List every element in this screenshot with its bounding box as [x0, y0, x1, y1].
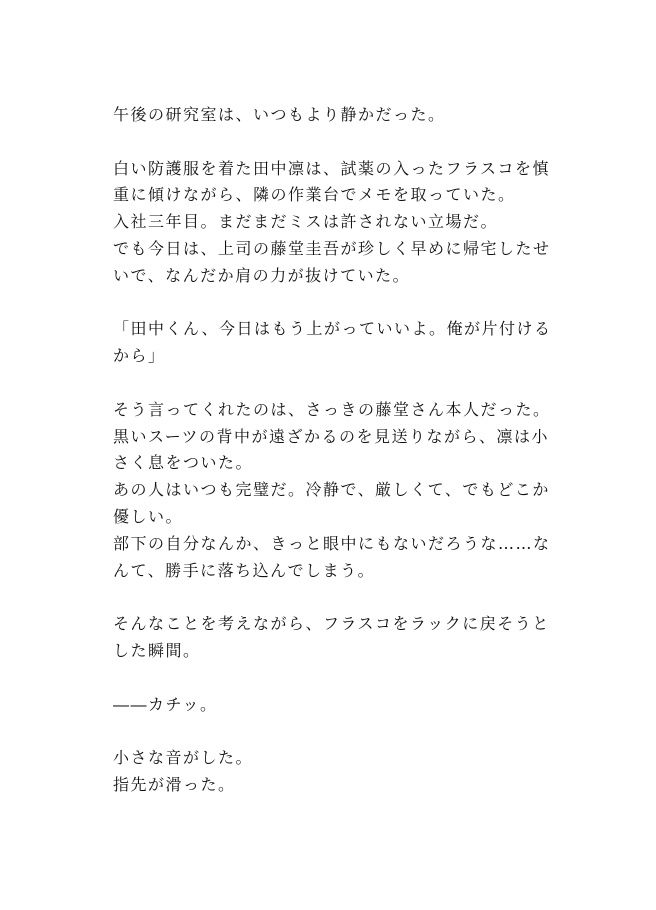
- blank-line: [113, 129, 553, 156]
- text-line: でも今日は、上司の藤堂圭吾が珍しく早めに帰宅したせ: [113, 238, 551, 258]
- text-line: そんなことを考えながら、フラスコをラックに戻そうと: [113, 614, 550, 634]
- blank-line: [113, 290, 553, 317]
- text-line: から」: [113, 346, 166, 366]
- text-line: 「田中くん、今日はもう上がっていいよ。俺が片付ける: [113, 319, 552, 339]
- text-line: 午後の研究室は、いつもより静かだった。: [113, 105, 446, 124]
- blank-line: [113, 370, 553, 397]
- blank-line: [113, 584, 553, 611]
- blank-line: [113, 665, 553, 692]
- text-line: んて、勝手に落ち込んでしまう。: [113, 560, 376, 580]
- text-line: いで、なんだか肩の力が抜けていた。: [113, 265, 411, 285]
- text-line: 指先が滑った。: [113, 774, 236, 794]
- text-line: さく息をついた。: [113, 453, 254, 473]
- blank-line: [113, 718, 553, 745]
- text-line: 重に傾けながら、隣の作業台でメモを取っていた。: [113, 185, 516, 205]
- text-line: 入社三年目。まだまだミスは許されない立場だ。: [113, 212, 499, 232]
- text-line: 白い防護服を着た田中凛は、試薬の入ったフラスコを慎: [113, 158, 551, 178]
- text-line: 小さな音がした。: [113, 748, 254, 768]
- text-line: 黒いスーツの背中が遠ざかるのを見送りながら、凛は小: [113, 426, 550, 446]
- text-line: 優しい。: [113, 506, 184, 526]
- story-text: [113, 102, 553, 799]
- text-line: そう言ってくれたのは、さっきの藤堂さん本人だった。: [113, 399, 551, 419]
- text-line: あの人はいつも完璧だ。冷静で、厳しくて、でもどこか: [113, 480, 550, 500]
- text-line: した瞬間。: [113, 640, 201, 660]
- text-line: 部下の自分なんか、きっと眼中にもないだろうな……な: [113, 533, 551, 553]
- text-line: ――カチッ。: [113, 694, 218, 714]
